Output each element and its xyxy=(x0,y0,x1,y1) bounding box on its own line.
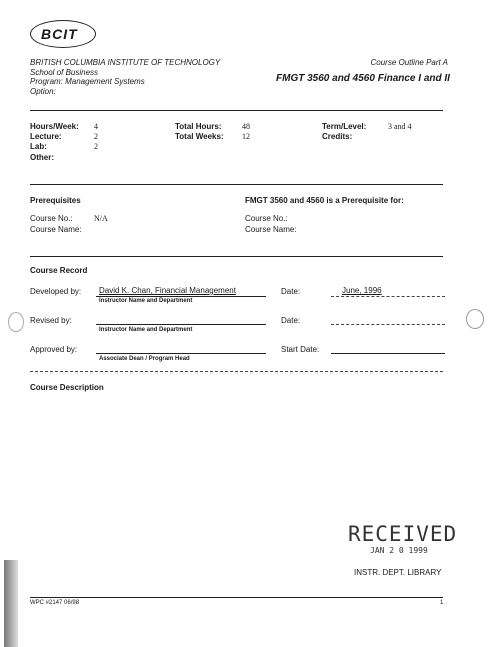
developed-by-value: David K. Chan, Financial Management xyxy=(99,286,236,295)
divider xyxy=(30,110,443,111)
scan-edge-mark xyxy=(4,560,18,647)
course-name-label: Course Name: xyxy=(30,225,82,234)
footer-divider xyxy=(30,597,443,598)
total-hours-value: 48 xyxy=(242,122,250,131)
divider xyxy=(30,371,443,372)
start-date-line xyxy=(331,353,445,354)
date-line-2 xyxy=(331,324,445,325)
revised-by-label: Revised by: xyxy=(30,316,72,325)
lecture-label: Lecture: xyxy=(30,132,62,141)
option-label: Option: xyxy=(30,87,56,96)
date-value-1: June, 1996 xyxy=(342,286,382,295)
hours-week-value: 4 xyxy=(94,122,98,131)
prerequisites-heading: Prerequisites xyxy=(30,196,81,205)
divider xyxy=(30,184,443,185)
start-date-label: Start Date: xyxy=(281,345,320,354)
program-name: Program: Management Systems xyxy=(30,77,145,86)
lab-label: Lab: xyxy=(30,142,47,151)
hours-week-label: Hours/Week: xyxy=(30,122,79,131)
bcit-logo xyxy=(30,20,96,48)
date-label-2: Date: xyxy=(281,316,301,325)
form-code: WPC #2147 06/98 xyxy=(30,600,80,606)
institute-name: BRITISH COLUMBIA INSTITUTE OF TECHNOLOGY xyxy=(30,58,221,67)
course-description-heading: Course Description xyxy=(30,383,104,392)
binder-hole-left xyxy=(8,312,24,332)
approver-caption: Associate Dean / Program Head xyxy=(99,356,190,362)
lecture-value: 2 xyxy=(94,132,98,141)
stamp-word: RECEIVED xyxy=(348,522,458,546)
course-no-value: N/A xyxy=(94,214,108,223)
date-label-1: Date: xyxy=(281,287,301,296)
school-name: School of Business xyxy=(30,68,99,77)
lab-value: 2 xyxy=(94,142,98,151)
total-weeks-value: 12 xyxy=(242,132,250,141)
course-record-heading: Course Record xyxy=(30,266,88,275)
right-course-name-label: Course Name: xyxy=(245,225,297,234)
date-line-1 xyxy=(331,296,445,297)
right-course-no-label: Course No.: xyxy=(245,214,288,223)
term-level-value: 3 and 4 xyxy=(388,122,412,131)
total-weeks-label: Total Weeks: xyxy=(175,132,224,141)
prerequisite-for-heading: FMGT 3560 and 4560 is a Prerequisite for: xyxy=(245,196,404,205)
approved-by-line xyxy=(96,353,266,354)
instructor-caption-1: Instructor Name and Department xyxy=(99,298,193,304)
credits-label: Credits: xyxy=(322,132,353,141)
instructor-caption-2: Instructor Name and Department xyxy=(99,327,193,333)
approved-by-label: Approved by: xyxy=(30,345,78,354)
term-level-label: Term/Level: xyxy=(322,122,367,131)
developed-by-label: Developed by: xyxy=(30,287,82,296)
received-stamp xyxy=(348,522,458,556)
divider xyxy=(30,256,443,257)
total-hours-label: Total Hours: xyxy=(175,122,222,131)
stamp-date: JAN 2 0 1999 xyxy=(370,546,428,555)
other-label: Other: xyxy=(30,153,54,162)
course-title: FMGT 3560 and 4560 Finance I and II xyxy=(276,73,450,84)
binder-hole-right xyxy=(466,309,484,329)
developed-by-line xyxy=(96,296,266,297)
outline-part: Course Outline Part A xyxy=(370,58,448,67)
stamp-department: INSTR. DEPT. LIBRARY xyxy=(354,568,442,577)
page-number: 1 xyxy=(440,600,444,606)
course-no-label: Course No.: xyxy=(30,214,73,223)
logo-text: BCIT xyxy=(41,26,78,42)
revised-by-line xyxy=(96,324,266,325)
